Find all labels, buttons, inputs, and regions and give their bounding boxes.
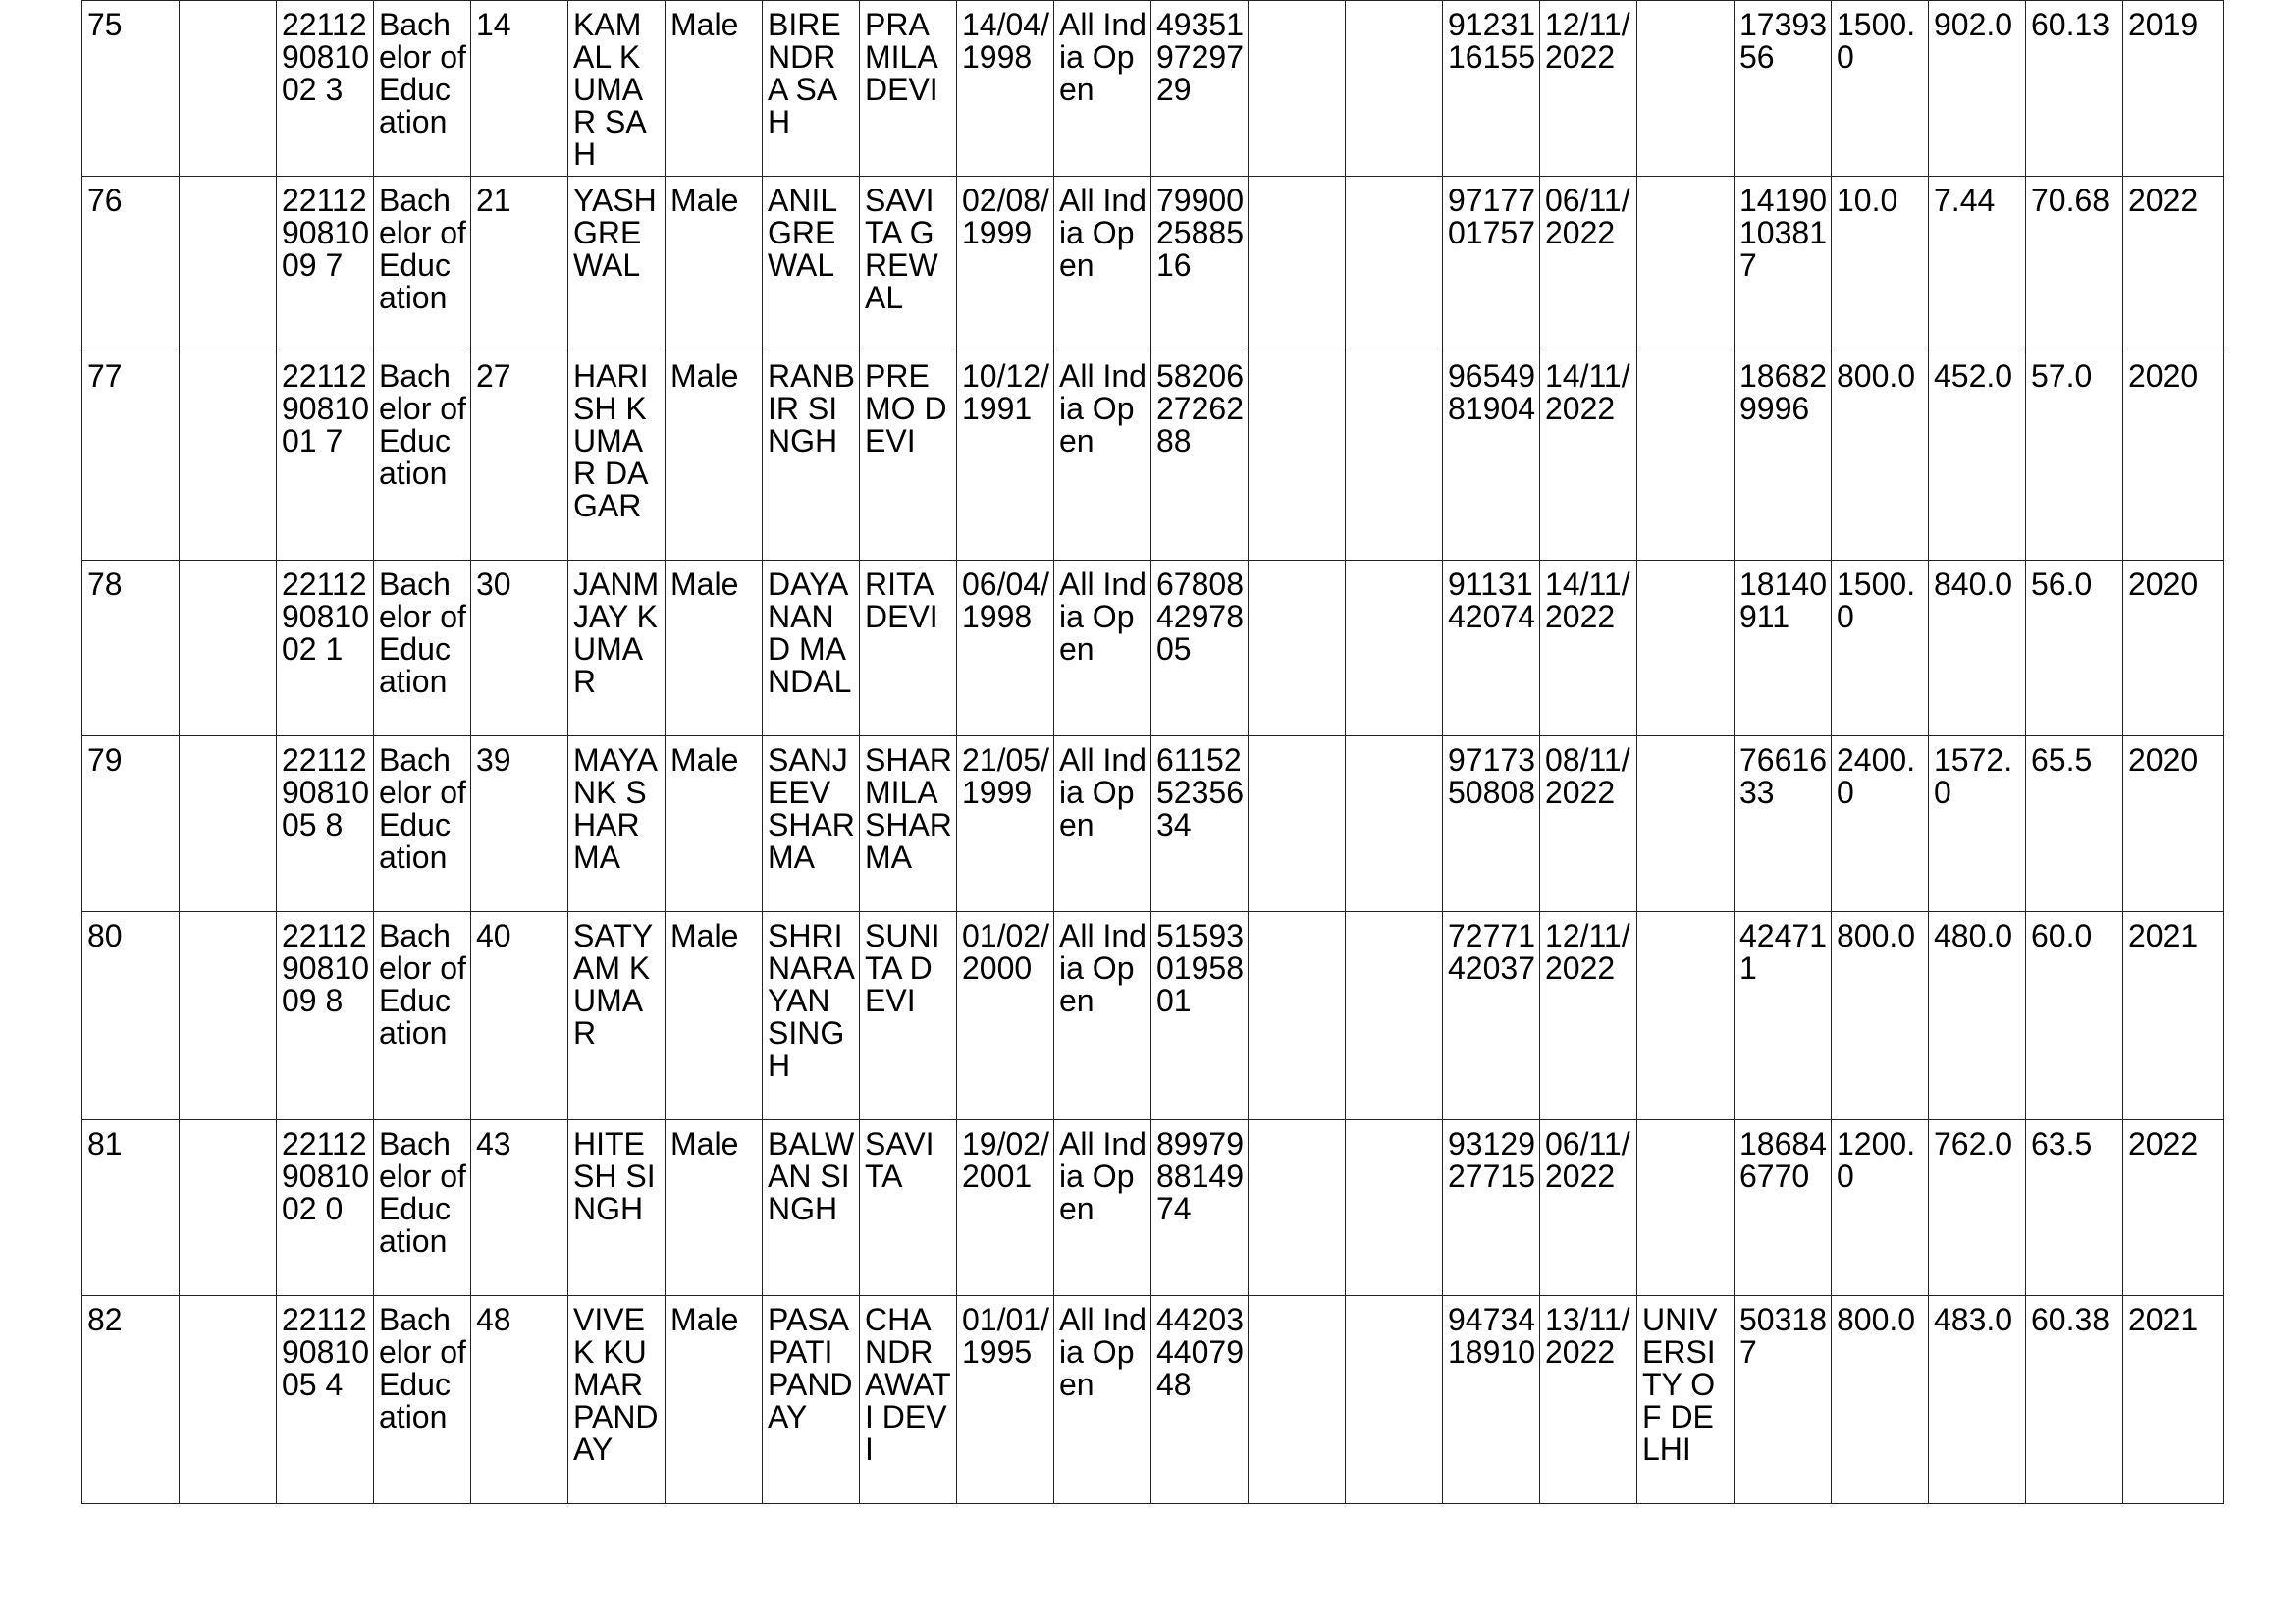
cell-serial-no: 82: [82, 1296, 180, 1504]
cell-mobile-no: 9717350808: [1443, 736, 1540, 912]
cell-aadhaar-no: 442034407948: [1151, 1296, 1249, 1504]
cell-obtained-marks: 7.44: [1929, 177, 2026, 352]
cell-passing-year: 2020: [2123, 561, 2224, 736]
cell-registration-date: 08/11/2022: [1540, 736, 1637, 912]
cell-date-of-birth: 01/02/2000: [957, 912, 1054, 1120]
cell-father-name: SANJEEV SHARMA: [763, 736, 860, 912]
cell-date-of-birth: 14/04/1998: [957, 1, 1054, 177]
cell-passing-year: 2022: [2123, 1120, 2224, 1296]
cell-blank-col-3: [1346, 352, 1443, 561]
cell-date-of-birth: 06/04/1998: [957, 561, 1054, 736]
cell-mother-name: SHARMILA SHARMA: [860, 736, 957, 912]
cell-father-name: RANBIR SINGH: [763, 352, 860, 561]
cell-serial-no: 79: [82, 736, 180, 912]
cell-date-of-birth: 21/05/1999: [957, 736, 1054, 912]
cell-percentage: 60.38: [2026, 1296, 2123, 1504]
cell-aadhaar-no: 799002588516: [1151, 177, 1249, 352]
cell-percentage: 63.5: [2026, 1120, 2123, 1296]
cell-date-of-birth: 19/02/2001: [957, 1120, 1054, 1296]
cell-roll-no: 1739356: [1735, 1, 1832, 177]
cell-roll-no: 186829996: [1735, 352, 1832, 561]
cell-mother-name: SAVITA: [860, 1120, 957, 1296]
cell-serial-no: 81: [82, 1120, 180, 1296]
cell-rank: 21: [471, 177, 568, 352]
cell-serial-no: 78: [82, 561, 180, 736]
cell-blank-col-3: [1346, 1, 1443, 177]
cell-obtained-marks: 1572.0: [1929, 736, 2026, 912]
cell-registration-date: 14/11/2022: [1540, 352, 1637, 561]
cell-passing-year: 2020: [2123, 736, 2224, 912]
cell-date-of-birth: 02/08/1999: [957, 177, 1054, 352]
cell-course: Bachelor of Education: [374, 1120, 471, 1296]
cell-course: Bachelor of Education: [374, 1296, 471, 1504]
cell-roll-no: 503187: [1735, 1296, 1832, 1504]
cell-max-marks: 1500.0: [1832, 561, 1929, 736]
cell-blank-col-2: [1249, 912, 1346, 1120]
cell-obtained-marks: 483.0: [1929, 1296, 2026, 1504]
cell-blank-col-2: [1249, 1, 1346, 177]
table-row: [82, 561, 2224, 736]
cell-university: [1637, 352, 1735, 561]
cell-aadhaar-no: 678084297805: [1151, 561, 1249, 736]
cell-father-name: SHRINARAYAN SINGH: [763, 912, 860, 1120]
cell-serial-no: 76: [82, 177, 180, 352]
cell-category: All India Open: [1054, 736, 1151, 912]
cell-passing-year: 2020: [2123, 352, 2224, 561]
cell-roll-no: 18140911: [1735, 561, 1832, 736]
cell-blank-col-2: [1249, 736, 1346, 912]
cell-aadhaar-no: 611525235634: [1151, 736, 1249, 912]
cell-blank-col: [180, 912, 277, 1120]
cell-university: UNIVERSITY OF DELHI: [1637, 1296, 1735, 1504]
cell-category: All India Open: [1054, 1120, 1151, 1296]
cell-blank-col: [180, 1120, 277, 1296]
cell-blank-col: [180, 177, 277, 352]
cell-serial-no: 75: [82, 1, 180, 177]
cell-mobile-no: 9123116155: [1443, 1, 1540, 177]
cell-gender: Male: [666, 352, 763, 561]
cell-max-marks: 2400.0: [1832, 736, 1929, 912]
cell-date-of-birth: 10/12/1991: [957, 352, 1054, 561]
table-row: [82, 736, 2224, 912]
cell-aadhaar-no: 582062726288: [1151, 352, 1249, 561]
cell-percentage: 60.0: [2026, 912, 2123, 1120]
cell-registration-date: 06/11/2022: [1540, 1120, 1637, 1296]
cell-mobile-no: 9113142074: [1443, 561, 1540, 736]
cell-obtained-marks: 902.0: [1929, 1, 2026, 177]
cell-max-marks: 10.0: [1832, 177, 1929, 352]
cell-category: All India Open: [1054, 1296, 1151, 1504]
cell-obtained-marks: 452.0: [1929, 352, 2026, 561]
cell-percentage: 65.5: [2026, 736, 2123, 912]
cell-blank-col-3: [1346, 736, 1443, 912]
cell-roll-no: 7661633: [1735, 736, 1832, 912]
cell-father-name: BALWAN SINGH: [763, 1120, 860, 1296]
cell-gender: Male: [666, 1120, 763, 1296]
cell-percentage: 70.68: [2026, 177, 2123, 352]
table-row: [82, 1, 2224, 177]
cell-candidate-name: SATYAM KUMAR: [568, 912, 666, 1120]
cell-blank-col-3: [1346, 912, 1443, 1120]
cell-course: Bachelor of Education: [374, 561, 471, 736]
table-row: [82, 1296, 2224, 1504]
cell-candidate-name: VIVEK KUMAR PANDAY: [568, 1296, 666, 1504]
table-row: [82, 1120, 2224, 1296]
cell-mobile-no: 9717701757: [1443, 177, 1540, 352]
cell-roll-no: 424711: [1735, 912, 1832, 1120]
cell-gender: Male: [666, 1, 763, 177]
cell-obtained-marks: 840.0: [1929, 561, 2026, 736]
cell-mother-name: RITA DEVI: [860, 561, 957, 736]
cell-category: All India Open: [1054, 352, 1151, 561]
cell-aadhaar-no: 899798814974: [1151, 1120, 1249, 1296]
cell-blank-col-3: [1346, 1120, 1443, 1296]
cell-application-no: 221129081005 8: [277, 736, 374, 912]
cell-max-marks: 800.0: [1832, 352, 1929, 561]
cell-aadhaar-no: 493519729729: [1151, 1, 1249, 177]
cell-application-no: 221129081009 7: [277, 177, 374, 352]
cell-course: Bachelor of Education: [374, 912, 471, 1120]
cell-rank: 30: [471, 561, 568, 736]
cell-application-no: 221129081009 8: [277, 912, 374, 1120]
cell-father-name: PASAPATI PANDAY: [763, 1296, 860, 1504]
cell-registration-date: 12/11/2022: [1540, 912, 1637, 1120]
cell-passing-year: 2022: [2123, 177, 2224, 352]
cell-candidate-name: HITESH SINGH: [568, 1120, 666, 1296]
cell-application-no: 221129081002 3: [277, 1, 374, 177]
cell-application-no: 221129081001 7: [277, 352, 374, 561]
cell-candidate-name: JANMJAY KUMAR: [568, 561, 666, 736]
cell-university: [1637, 561, 1735, 736]
cell-course: Bachelor of Education: [374, 177, 471, 352]
cell-father-name: DAYANAND MANDAL: [763, 561, 860, 736]
cell-registration-date: 14/11/2022: [1540, 561, 1637, 736]
cell-aadhaar-no: 515930195801: [1151, 912, 1249, 1120]
cell-max-marks: 1500.0: [1832, 1, 1929, 177]
cell-rank: 39: [471, 736, 568, 912]
cell-blank-col-2: [1249, 177, 1346, 352]
cell-blank-col-2: [1249, 561, 1346, 736]
cell-application-no: 221129081005 4: [277, 1296, 374, 1504]
cell-blank-col-3: [1346, 1296, 1443, 1504]
cell-blank-col: [180, 352, 277, 561]
cell-university: [1637, 736, 1735, 912]
cell-obtained-marks: 762.0: [1929, 1120, 2026, 1296]
cell-serial-no: 80: [82, 912, 180, 1120]
cell-date-of-birth: 01/01/1995: [957, 1296, 1054, 1504]
cell-max-marks: 800.0: [1832, 1296, 1929, 1504]
cell-blank-col: [180, 1, 277, 177]
cell-candidate-name: KAMAL KUMAR SAH: [568, 1, 666, 177]
cell-max-marks: 1200.0: [1832, 1120, 1929, 1296]
table-row: [82, 352, 2224, 561]
cell-university: [1637, 177, 1735, 352]
cell-candidate-name: HARISH KUMAR DAGAR: [568, 352, 666, 561]
cell-application-no: 221129081002 1: [277, 561, 374, 736]
cell-max-marks: 800.0: [1832, 912, 1929, 1120]
cell-blank-col-2: [1249, 1296, 1346, 1504]
table-row: [82, 177, 2224, 352]
cell-passing-year: 2021: [2123, 912, 2224, 1120]
table-row: [82, 912, 2224, 1120]
cell-mobile-no: 9312927715: [1443, 1120, 1540, 1296]
cell-rank: 43: [471, 1120, 568, 1296]
cell-percentage: 60.13: [2026, 1, 2123, 177]
cell-rank: 48: [471, 1296, 568, 1504]
table-body: [82, 1, 2224, 1504]
cell-blank-col-3: [1346, 561, 1443, 736]
cell-blank-col-2: [1249, 352, 1346, 561]
cell-category: All India Open: [1054, 561, 1151, 736]
cell-category: All India Open: [1054, 912, 1151, 1120]
cell-candidate-name: YASH GREWAL: [568, 177, 666, 352]
cell-mobile-no: 9473418910: [1443, 1296, 1540, 1504]
student-records-table: [81, 0, 2224, 1504]
cell-percentage: 56.0: [2026, 561, 2123, 736]
cell-university: [1637, 1120, 1735, 1296]
cell-gender: Male: [666, 912, 763, 1120]
cell-gender: Male: [666, 561, 763, 736]
cell-university: [1637, 1, 1735, 177]
cell-rank: 27: [471, 352, 568, 561]
cell-university: [1637, 912, 1735, 1120]
cell-candidate-name: MAYANK SHARMA: [568, 736, 666, 912]
cell-father-name: ANIL GREWAL: [763, 177, 860, 352]
cell-rank: 14: [471, 1, 568, 177]
cell-category: All India Open: [1054, 1, 1151, 177]
cell-gender: Male: [666, 1296, 763, 1504]
cell-blank-col-2: [1249, 1120, 1346, 1296]
cell-passing-year: 2019: [2123, 1, 2224, 177]
cell-category: All India Open: [1054, 177, 1151, 352]
cell-mother-name: PREMO DEVI: [860, 352, 957, 561]
cell-gender: Male: [666, 736, 763, 912]
cell-gender: Male: [666, 177, 763, 352]
cell-blank-col-3: [1346, 177, 1443, 352]
cell-application-no: 221129081002 0: [277, 1120, 374, 1296]
cell-mobile-no: 9654981904: [1443, 352, 1540, 561]
cell-blank-col: [180, 1296, 277, 1504]
cell-roll-no: 14190103817: [1735, 177, 1832, 352]
cell-mother-name: CHANDRAWATI DEVI: [860, 1296, 957, 1504]
cell-registration-date: 13/11/2022: [1540, 1296, 1637, 1504]
cell-mother-name: PRAMILA DEVI: [860, 1, 957, 177]
cell-course: Bachelor of Education: [374, 1, 471, 177]
cell-mother-name: SUNITA DEVI: [860, 912, 957, 1120]
cell-course: Bachelor of Education: [374, 736, 471, 912]
cell-registration-date: 06/11/2022: [1540, 177, 1637, 352]
cell-mobile-no: 7277142037: [1443, 912, 1540, 1120]
cell-rank: 40: [471, 912, 568, 1120]
cell-passing-year: 2021: [2123, 1296, 2224, 1504]
cell-mother-name: SAVITA GREWAL: [860, 177, 957, 352]
cell-registration-date: 12/11/2022: [1540, 1, 1637, 177]
cell-course: Bachelor of Education: [374, 352, 471, 561]
cell-blank-col: [180, 736, 277, 912]
cell-obtained-marks: 480.0: [1929, 912, 2026, 1120]
cell-father-name: BIRENDRA SAH: [763, 1, 860, 177]
cell-percentage: 57.0: [2026, 352, 2123, 561]
cell-blank-col: [180, 561, 277, 736]
cell-roll-no: 186846770: [1735, 1120, 1832, 1296]
cell-serial-no: 77: [82, 352, 180, 561]
